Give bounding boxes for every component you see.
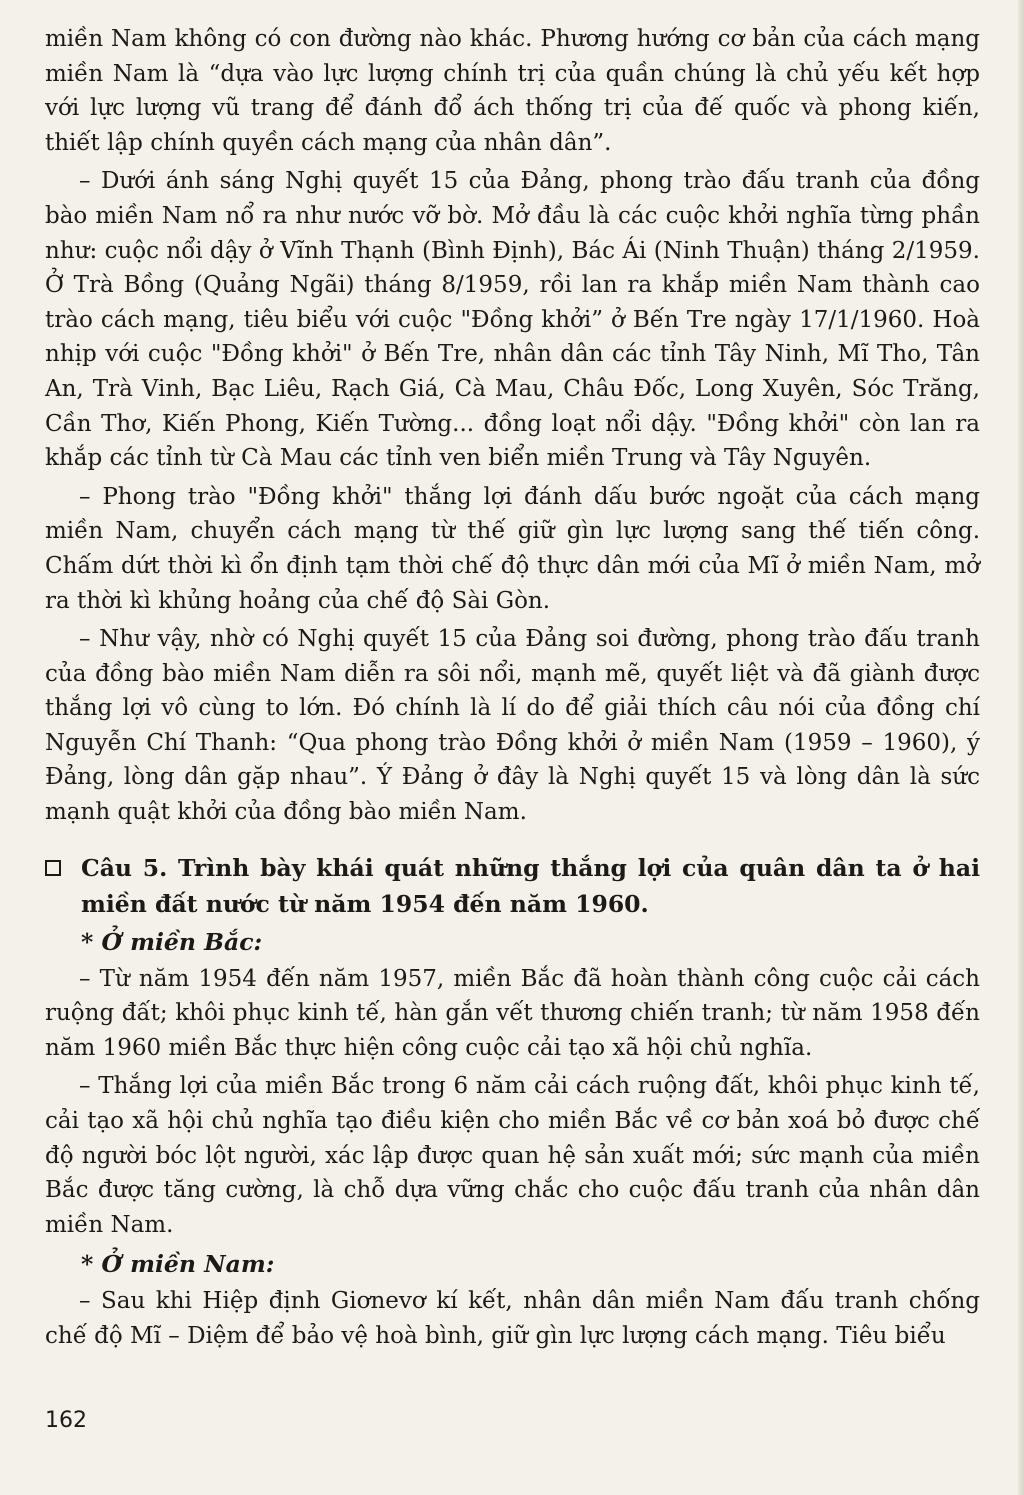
book-page xyxy=(45,22,980,1358)
checkbox-square-icon xyxy=(45,860,61,876)
north-paragraph-2: – Thắng lợi của miền Bắc trong 6 năm cải cách ruộng đất, khôi phục kinh tế, cải tạo xã hội chủ nghĩa tạo điều kiện cho miền Bắc về cơ bản xoá bỏ được chế độ người bóc lột người, xác lập được quan hệ sản xuất mới; sức mạnh của miền Bắc được tăng cường, là chỗ dựa vững chắc cho cuộc đấu tranh của nhân dân miền Nam. xyxy=(45,1073,980,1238)
question-5-text: Câu 5. Trình bày khái quát những thắng lợi của quân dân ta ở hai miền đất nước từ năm 1954 đến năm 1960. xyxy=(81,853,980,918)
north-paragraph-1: – Từ năm 1954 đến năm 1957, miền Bắc đã hoàn thành công cuộc cải cách ruộng đất; khôi phục kinh tế, hàn gắn vết thương chiến tranh; từ năm 1958 đến năm 1960 miền Bắc thực hiện công cuộc cải tạo xã hội chủ nghĩa. xyxy=(45,965,980,1061)
page-edge-shadow xyxy=(1018,0,1024,1495)
question-5 xyxy=(45,850,980,922)
paragraph-dong-khoi-events: – Dưới ánh sáng Nghị quyết 15 của Đảng, phong trào đấu tranh của đồng bào miền Nam nổ ra như nước vỡ bờ. Mở đầu là các cuộc khởi nghĩa từng phần như: cuộc nổi dậy ở Vĩnh Thạnh (Bình Định), Bác Ái (Ninh Thuận) tháng 2/1959. Ở Trà Bồng (Quảng Ngãi) tháng 8/1959, rồi lan ra khắp miền Nam thành cao trào cách mạng, tiêu biểu với cuộc "Đồng khởi” ở Bến Tre ngày 17/1/1960. Hoà nhịp với cuộc "Đồng khởi" ở Bến Tre, nhân dân các tỉnh Tây Ninh, Mĩ Tho, Tân An, Trà Vinh, Bạc Liêu, Rạch Giá, Cà Mau, Châu Đốc, Long Xuyên, Sóc Trăng, Cần Thơ, Kiến Phong, Kiến Tường... đồng loạt nổi dậy. "Đồng khởi" còn lan ra khắp các tỉnh từ Cà Mau các tỉnh ven biển miền Trung và Tây Nguyên. xyxy=(45,168,980,472)
paragraph-nghi-quyet-15: – Như vậy, nhờ có Nghị quyết 15 của Đảng soi đường, phong trào đấu tranh của đồng bào miền Nam diễn ra sôi nổi, mạnh mẽ, quyết liệt và đã giành được thắng lợi vô cùng to lớn. Đó chính là lí do để giải thích câu nói của đồng chí Nguyễn Chí Thanh: “Qua phong trào Đồng khởi ở miền Nam (1959 – 1960), ý Đảng, lòng dân gặp nhau”. Ý Đảng ở đây là Nghị quyết 15 và lòng dân là sức mạnh quật khởi của đồng bào miền Nam. xyxy=(45,626,980,826)
page-number: 162 xyxy=(45,1408,87,1433)
south-heading: * Ở miền Nam: xyxy=(81,1250,275,1279)
paragraph-dong-khoi-significance: – Phong trào "Đồng khởi" thắng lợi đánh dấu bước ngoặt của cách mạng miền Nam, chuyển cách mạng từ thế giữ gìn lực lượng sang thế tiến công. Chấm dứt thời kì ổn định tạm thời chế độ thực dân mới của Mĩ ở miền Nam, mở ra thời kì khủng hoảng của chế độ Sài Gòn. xyxy=(45,483,980,614)
south-paragraph-1: – Sau khi Hiệp định Giơnevơ kí kết, nhân dân miền Nam đấu tranh chống chế độ Mĩ – Diệm để bảo vệ hoà bình, giữ gìn lực lượng cách mạng. Tiêu biểu xyxy=(45,1288,980,1349)
north-heading: * Ở miền Bắc: xyxy=(81,927,263,956)
paragraph-continued: miền Nam không có con đường nào khác. Phương hướng cơ bản của cách mạng miền Nam là “dựa vào lực lượng chính trị của quần chúng là chủ yếu kết hợp với lực lượng vũ trang để đánh đổ ách thống trị của đế quốc và phong kiến, thiết lập chính quyền cách mạng của nhân dân”. xyxy=(45,26,980,156)
